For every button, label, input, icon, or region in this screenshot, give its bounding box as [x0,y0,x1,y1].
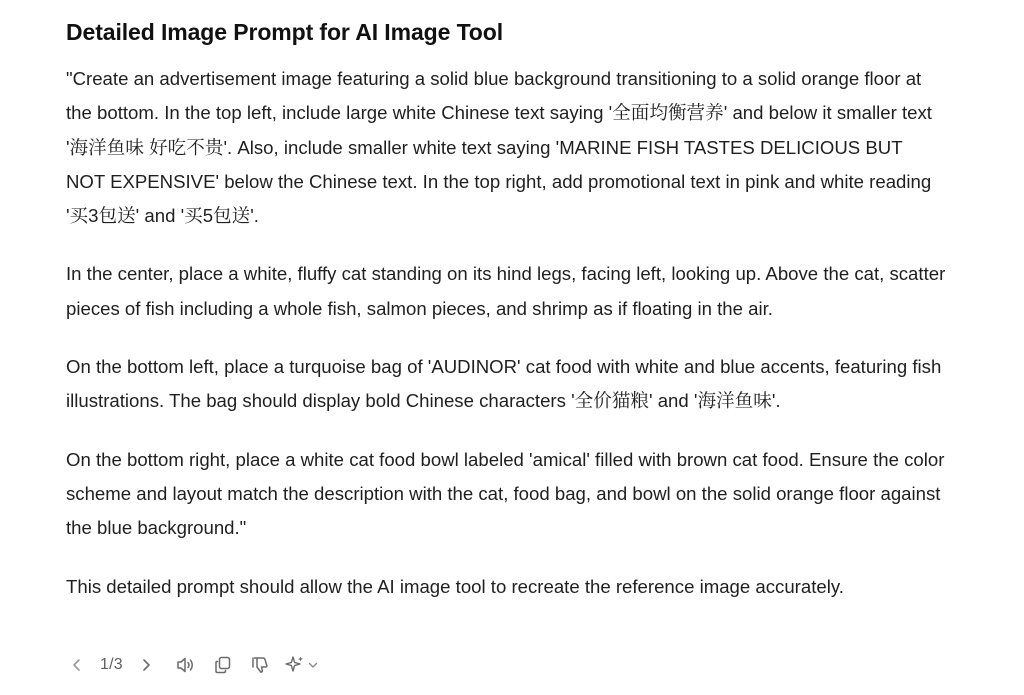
chevron-right-icon [139,658,153,672]
assistant-message [66,0,946,604]
message-paragraph-4: On the bottom right, place a white cat food bowl labeled 'amical' filled with brown cat food. Ensure the color scheme and layout match the description with the cat, food bag, and bowl on the solid orange floor against the blue background." [66,448,945,539]
copy-button[interactable] [210,652,236,678]
message-paragraph-1: "Create an advertisement image featuring a solid blue background transitioning to a solid orange floor at the bottom. In the top left, include large white Chinese text saying '全面均衡营养' and below it smaller text '海洋鱼味 好吃不贵'. Also, include smaller white text saying 'MARINE FISH TASTES DELICIOUS BUT NOT EXPENSIVE' below the Chinese text. In the top right, add promotional text in pink and white reading '买3包送' and '买5包送'. [66,68,932,227]
sparkle-icon [284,655,306,675]
message-paragraph-2: In the center, place a white, fluffy cat standing on its hind legs, facing left, looking up. Above the cat, scatter pieces of fish including a whole fish, salmon pieces, and shrimp as if floating in the air. [66,263,946,319]
bad-response-button[interactable] [247,652,273,678]
chevron-down-icon [307,659,319,671]
speaker-icon [175,655,197,675]
response-pager: 1/3 [100,656,123,673]
thumbs-down-icon [250,655,270,675]
previous-response-button[interactable] [64,652,90,678]
chevron-left-icon [70,658,84,672]
message-paragraph-3: On the bottom left, place a turquoise bag of 'AUDINOR' cat food with white and blue accents, featuring fish illustrations. The bag should display bold Chinese characters '全价猫粮' and '海洋鱼味'. [66,356,942,412]
message-action-toolbar [64,652,319,678]
copy-icon [213,655,233,675]
switch-model-button[interactable] [284,652,319,678]
message-heading: Detailed Image Prompt for AI Image Tool [66,19,503,45]
read-aloud-button[interactable] [173,652,199,678]
message-paragraph-5: This detailed prompt should allow the AI image tool to recreate the reference image accurately. [66,575,844,597]
next-response-button[interactable] [133,652,159,678]
